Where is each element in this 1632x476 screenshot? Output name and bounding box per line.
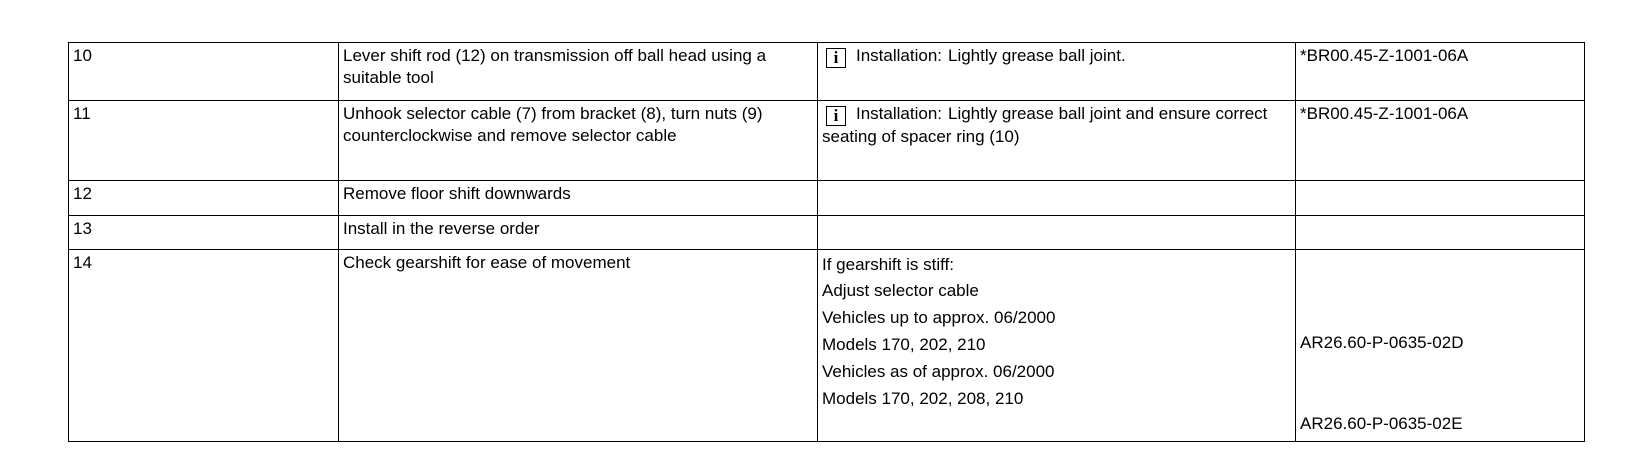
step-reference-group bbox=[1296, 250, 1585, 442]
step-number: 11 bbox=[69, 101, 339, 181]
step-reference[interactable]: *BR00.45-Z-1001-06A bbox=[1296, 43, 1585, 101]
step-reference[interactable]: *BR00.45-Z-1001-06A bbox=[1296, 101, 1585, 181]
step-note bbox=[818, 43, 1296, 101]
table-row bbox=[69, 43, 1585, 101]
spacer bbox=[1300, 356, 1580, 410]
table-row bbox=[69, 216, 1585, 250]
step-description: Unhook selector cable (7) from bracket (8), turn nuts (9) counterclockwise and remove selector cable bbox=[339, 101, 818, 181]
step-number: 14 bbox=[69, 250, 339, 442]
info-icon[interactable]: i bbox=[826, 106, 846, 126]
step-description: Install in the reverse order bbox=[339, 216, 818, 250]
step-description: Remove floor shift downwards bbox=[339, 181, 818, 216]
step-note bbox=[818, 101, 1296, 181]
info-icon[interactable]: i bbox=[826, 48, 846, 68]
step-reference[interactable]: AR26.60-P-0635-02D bbox=[1300, 333, 1464, 352]
note-line: Adjust selector cable bbox=[822, 281, 979, 300]
table-row bbox=[69, 181, 1585, 216]
spacer bbox=[1300, 252, 1580, 329]
note-line: Vehicles as of approx. 06/2000 bbox=[822, 362, 1055, 381]
step-note bbox=[818, 181, 1296, 216]
note-label: Installation: bbox=[856, 46, 942, 65]
note-line: Models 170, 202, 208, 210 bbox=[822, 389, 1024, 408]
step-description: Check gearshift for ease of movement bbox=[339, 250, 818, 442]
note-line: If gearshift is stiff: bbox=[822, 255, 954, 274]
step-note bbox=[818, 216, 1296, 250]
step-reference[interactable]: AR26.60-P-0635-02E bbox=[1300, 414, 1463, 433]
step-number: 13 bbox=[69, 216, 339, 250]
note-line: Vehicles up to approx. 06/2000 bbox=[822, 308, 1056, 327]
step-number: 10 bbox=[69, 43, 339, 101]
table-row bbox=[69, 101, 1585, 181]
note-label: Installation: bbox=[856, 104, 942, 123]
step-number: 12 bbox=[69, 181, 339, 216]
note-line: Models 170, 202, 210 bbox=[822, 335, 986, 354]
step-description: Lever shift rod (12) on transmission off ball head using a suitable tool bbox=[339, 43, 818, 101]
step-reference bbox=[1296, 216, 1585, 250]
procedure-table bbox=[68, 42, 1585, 442]
note-text: Lightly grease ball joint and ensure correct seating of spacer ring (10) bbox=[822, 104, 1268, 146]
step-reference bbox=[1296, 181, 1585, 216]
note-text: Lightly grease ball joint. bbox=[948, 46, 1126, 65]
table-row bbox=[69, 250, 1585, 442]
step-note bbox=[818, 250, 1296, 442]
